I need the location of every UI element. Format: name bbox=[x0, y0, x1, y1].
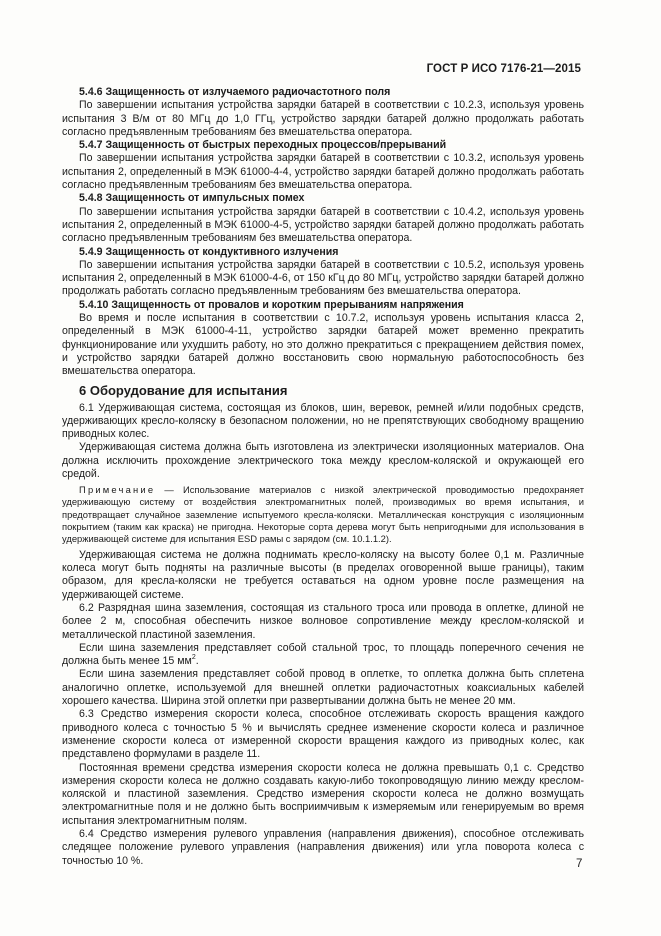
section-heading-6: 6 Оборудование для испытания bbox=[79, 382, 288, 398]
section-heading-5-4-6: 5.4.6 Защищенность от излучаемого радиочастотного поля bbox=[79, 86, 391, 98]
document-body bbox=[62, 86, 584, 868]
section-heading-5-4-10: 5.4.10 Защищенность от провалов и коротким прерываниям напряжения bbox=[79, 298, 464, 311]
page-number: 7 bbox=[576, 858, 583, 870]
section-heading-5-4-9: 5.4.9 Защищенность от кондуктивного излучения bbox=[79, 245, 339, 258]
section-text-5-4-6: По завершении испытания устройства зарядки батарей в соответствии с 10.2.3, используя уровень испытания 3 В/м от 80 МГц до 1,0 ГГц, устройство зарядки батарей должно продолжать работать согласно предъявленным требованиям без вмешательства оператора. bbox=[62, 99, 584, 138]
section-text-6-3: 6.3 Средство измерения скорости колеса, способное отслеживать скорость вращения каждого приводного колеса с точностью 5 % и вычислять среднее изменение скорости колеса и различное изменение скорости колеса от измеренной скорости вращения каждого из приводных колес, как представлено формулами в разделе 11. bbox=[62, 708, 584, 761]
cross-section-text: Если шина заземления представляет собой стальной трос, то площадь поперечного сечения не должна быть менее 15 мм bbox=[62, 641, 584, 668]
note-paragraph bbox=[62, 484, 584, 544]
section-text-6-3-time-constant: Постоянная времени средства измерения скорости колеса не должна превышать 0,1 с. Средство измерения скорости колеса не должно создавать какую-либо токопроводящую линию между креслом-коляской и пластиной заземления. Средство измерения скорости колеса не должно возмущать электромагнитные поля и не должно быть восприимчивым к измеряемым или генерируемым во время испытания электромагнитным полям. bbox=[62, 761, 584, 827]
note-text: — Использование материалов с низкой электрической проводимостью предохраняет удерживающую систему от воздействия электромагнитных полей, производимых во время испытания, и предотвращает случайное заземление испытуемого кресла-коляски. Металлическая конструкция с изоляционным покрытием (таким как краска) не пригодна. Некоторые сорта дерева могут быть непригодными для использования в удерживающей системе для испытания ESD рамы с зарядом (см. 10.1.1.2). bbox=[62, 484, 584, 544]
period: . bbox=[195, 655, 199, 668]
section-text-6-1-materials: Удерживающая система должна быть изготовлена из электрически изоляционных материалов. Она должна исключить прохождение электрического тока между креслом-коляской и окружающей его средой. bbox=[62, 441, 584, 481]
superscript-2: 2 bbox=[191, 654, 196, 662]
document-code-header: ГОСТ Р ИСО 7176-21—2015 bbox=[426, 63, 581, 75]
section-text-6-1: 6.1 Удерживающая система, состоящая из блоков, шин, веревок, ремней и/или подобных средств, удерживающих кресло-коляску в безопасном положении, но не препятствующих свободному вращению приводных колес. bbox=[62, 401, 584, 441]
section-text-6-2-cross-section bbox=[62, 642, 584, 669]
section-heading-5-4-7: 5.4.7 Защищенность от быстрых переходных процессов/прерываний bbox=[79, 139, 447, 152]
section-text-5-4-9: По завершении испытания устройства зарядки батарей в соответствии с 10.5.2, используя уровень испытания 2, определенный в МЭК 61000-4-6, от 150 кГц до 80 МГц, устройство зарядки батарей должно продолжать работать согласно предъявленным требованиям без вмешательства оператора. bbox=[62, 258, 584, 298]
section-text-5-4-8: По завершении испытания устройства зарядки батарей в соответствии с 10.4.2, используя уровень испытания 2, определенный в МЭК 61000-4-5, устройство зарядки батарей должно продолжать работать согласно предъявленным требованиям без вмешательства оператора. bbox=[62, 205, 584, 245]
section-text-5-4-10: Во время и после испытания в соответствии с 10.7.2, используя уровень испытания класса 2, определенный в МЭК 61000-4-11, устройство зарядки батарей может временно прекратить функционирование или ухудшить работу, но это должно прекратиться с прекращением действия помех, и устройство зарядки батарей должно восстановить свою нормальную работоспособность без вмешательства оператора. bbox=[62, 312, 584, 378]
section-text-6-2-braid: Если шина заземления представляет собой провод в оплетке, то оплетка должна быть сплетена аналогично оплетке, используемой для внешней оплетки радиочастотных коаксиальных кабелей хорошего качества. Ширина этой оплетки при развертывании должна быть не менее 20 мм. bbox=[62, 668, 584, 708]
section-text-5-4-7: По завершении испытания устройства зарядки батарей в соответствии с 10.3.2, используя уровень испытания 2, определенный в МЭК 61000-4-4, устройство зарядки батарей должно продолжать работать согласно предъявленным требованиям без вмешательства оператора. bbox=[62, 152, 584, 192]
section-text-6-1-height: Удерживающая система не должна поднимать кресло-коляску на высоту более 0,1 м. Различные колеса могут быть подняты на различные высоты (в пределах оговоренной выше границы), таким образом, для кресла-коляски не требуется оставаться на одном уровне после размещения на удерживающей системе. bbox=[62, 548, 584, 601]
section-text-6-4: 6.4 Средство измерения рулевого управления (направления движения), способное отслеживать следящее положение рулевого управления (направления движения) или угла поворота колеса с точностью 10 %. bbox=[62, 828, 584, 867]
section-heading-5-4-8: 5.4.8 Защищенность от импульсных помех bbox=[79, 192, 305, 205]
note-label: Примечание bbox=[79, 484, 156, 496]
section-text-6-2: 6.2 Разрядная шина заземления, состоящая из стального троса или провода в оплетке, длиной не более 2 м, способная обеспечить низкое волновое сопротивление между креслом-коляской и металлической пластиной заземления. bbox=[62, 601, 584, 641]
